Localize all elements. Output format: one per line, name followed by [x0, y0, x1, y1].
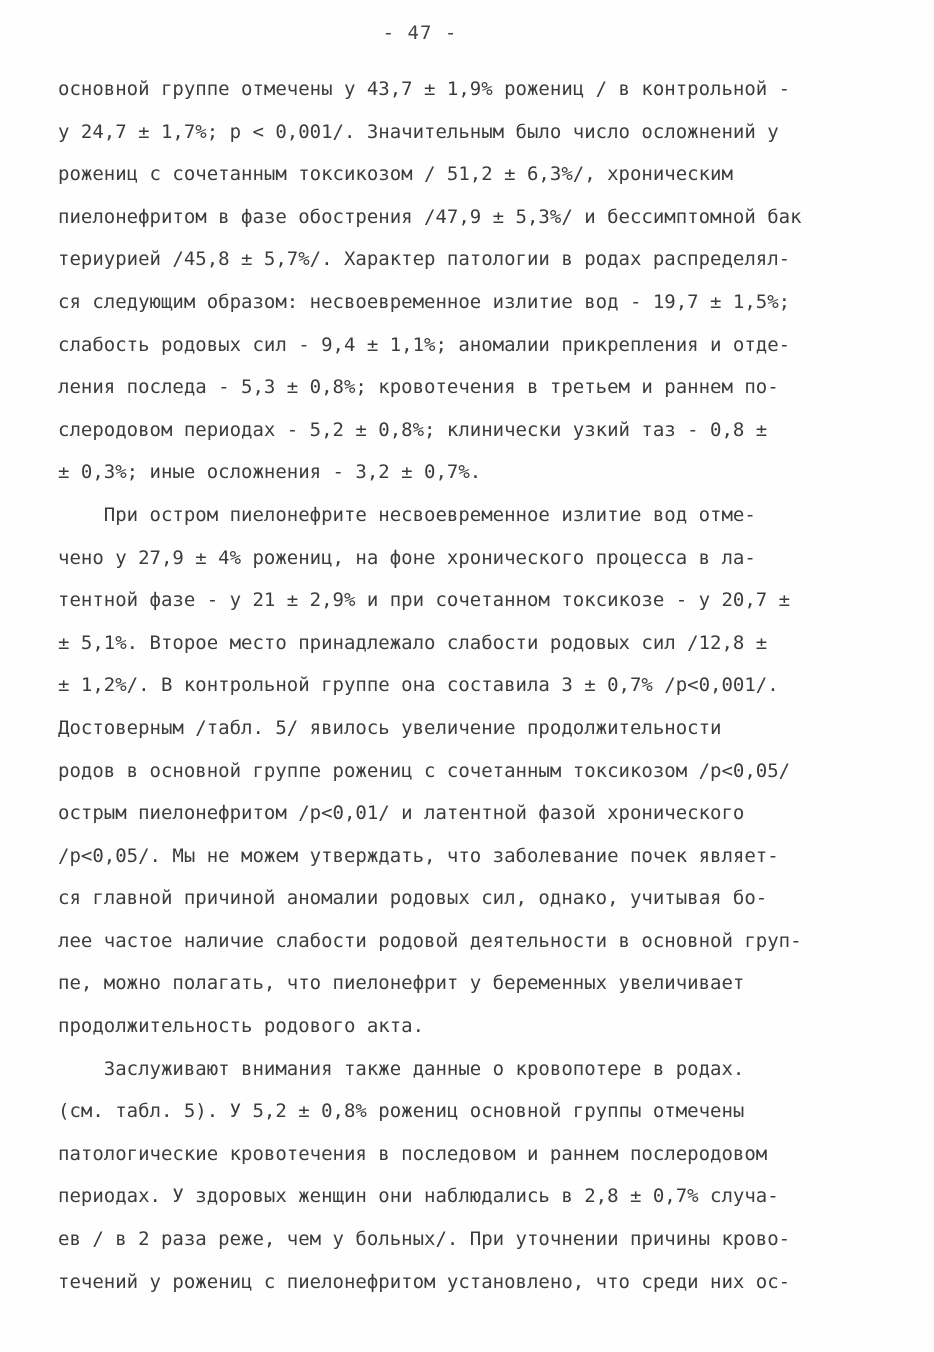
text-line: острым пиелонефритом /р<0,01/ и латентной фазой хронического	[58, 802, 745, 825]
text-line: рожениц с сочетанным токсикозом / 51,2 ± 6,3%/, хроническим	[58, 163, 733, 186]
page-number: - 47 -	[382, 22, 458, 44]
text-line: течений у рожениц с пиелонефритом установлено, что среди них ос-	[58, 1270, 791, 1293]
text-line: слабость родовых сил - 9,4 ± 1,1%; аномалии прикрепления и отде-	[58, 333, 791, 356]
text-line: ся следующим образом: несвоевременное излитие вод - 19,7 ± 1,5%;	[58, 290, 791, 313]
text-line: ± 5,1%. Второе место принадлежало слабости родовых сил /12,8 ±	[58, 631, 768, 654]
text-line: ления последа - 5,3 ± 0,8%; кровотечения в третьем и раннем по-	[58, 376, 779, 399]
text-line: периодах. У здоровых женщин они наблюдались в 2,8 ± 0,7% случа-	[58, 1185, 779, 1208]
text-line: /р<0,05/. Мы не можем утверждать, что заболевание почек являет-	[58, 844, 779, 867]
text-line: ся главной причиной аномалии родовых сил, однако, учитывая бо-	[58, 887, 768, 910]
text-line: слеродовом периодах - 5,2 ± 0,8%; клинически узкий таз - 0,8 ±	[58, 418, 768, 441]
text-line: у 24,7 ± 1,7%; р < 0,001/. Значительным было число осложнений у	[58, 120, 779, 143]
text-line: териурией /45,8 ± 5,7%/. Характер патологии в родах распределял-	[58, 248, 791, 271]
text-line: основной группе отмечены у 43,7 ± 1,9% рожениц / в контрольной -	[58, 78, 791, 100]
text-line: тентной фазе - у 21 ± 2,9% и при сочетанном токсикозе - у 20,7 ±	[58, 589, 791, 612]
paragraph-start-line: При остром пиелонефрите несвоевременное излитие вод отме-	[58, 503, 756, 526]
body-text	[58, 68, 928, 1303]
text-line: ± 1,2%/. В контрольной группе она составила 3 ± 0,7% /р<0,001/.	[58, 674, 779, 697]
text-line: лее частое наличие слабости родовой деятельности в основной груп-	[58, 929, 802, 952]
text-line: пиелонефритом в фазе обострения /47,9 ± 5,3%/ и бессимптомной бак	[58, 205, 802, 228]
paragraph-start-line: Достоверным /табл. 5/ явилось увеличение продолжительности	[58, 716, 722, 739]
text-line: продолжительность родового акта.	[58, 1015, 425, 1038]
text-line: патологические кровотечения в последовом и раннем послеродовом	[58, 1142, 768, 1165]
text-line: родов в основной группе рожениц с сочетанным токсикозом /р<0,05/	[58, 759, 791, 782]
text-line: чено у 27,9 ± 4% рожениц, на фоне хронического процесса в ла-	[58, 546, 756, 569]
text-line: (см. табл. 5). У 5,2 ± 0,8% рожениц основной группы отмечены	[58, 1100, 745, 1123]
text-line: ев / в 2 раза реже, чем у больных/. При уточнении причины крово-	[58, 1228, 791, 1251]
text-line: пе, можно полагать, что пиелонефрит у беременных увеличивает	[58, 972, 745, 995]
paragraph-start-line: Заслуживают внимания также данные о кровопотере в родах.	[58, 1057, 745, 1080]
text-line: ± 0,3%; иные осложнения - 3,2 ± 0,7%.	[58, 461, 482, 484]
